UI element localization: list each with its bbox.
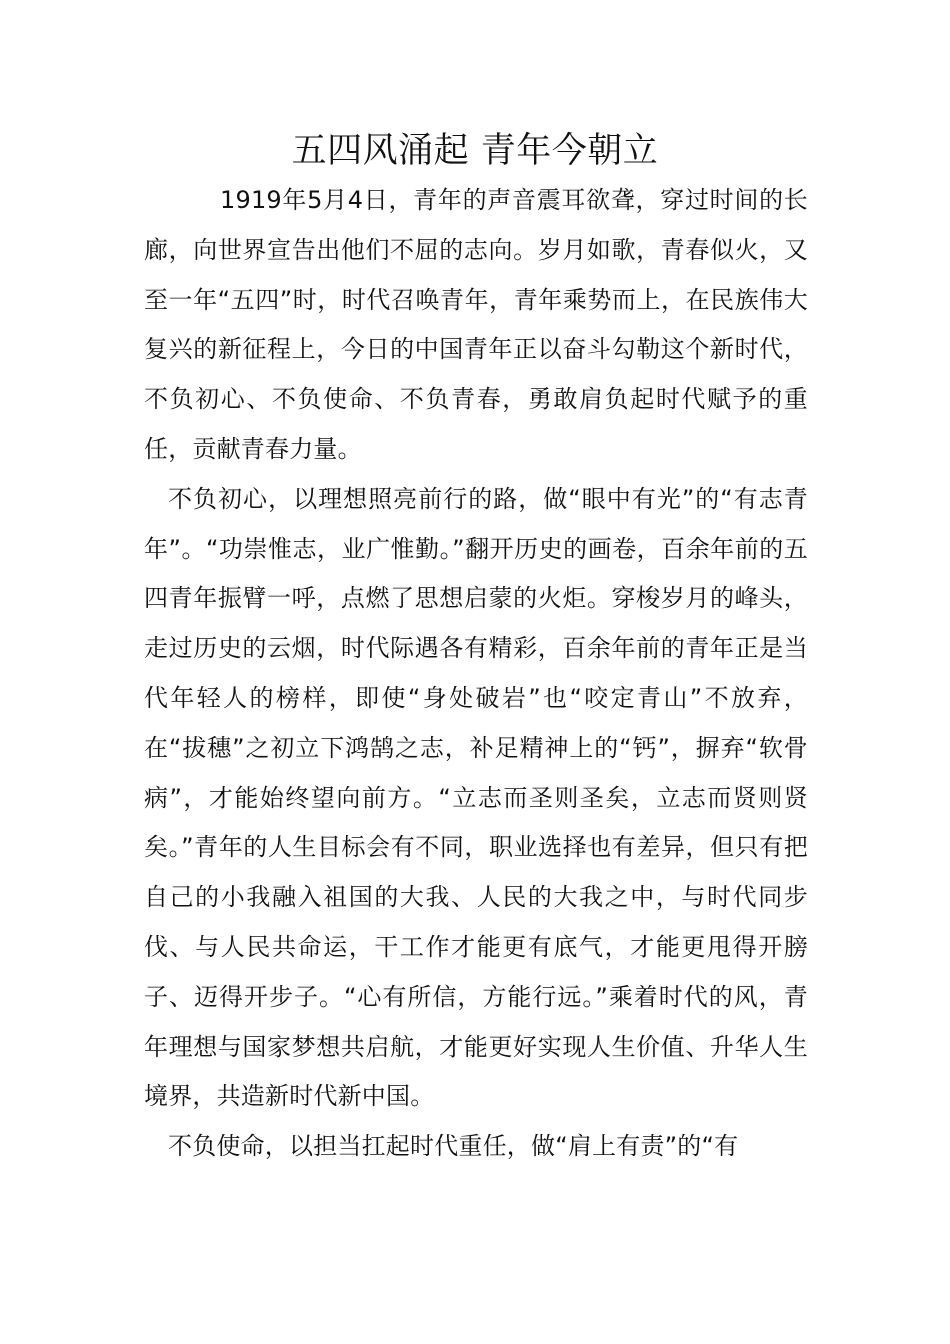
document-body <box>144 176 808 1172</box>
paragraph-3: 不负使命，以担当扛起时代重任，做“肩上有责”的“有 <box>168 1132 739 1161</box>
paragraph-1: 1919年5月4日，青年的声音震耳欲聋，穿过时间的长廊，向世界宣告出他们不屈的志向。岁月如歌，青春似火，又至一年“五四”时，时代召唤青年，青年乘势而上，在民族伟大复兴的新征程上，今日的中国青年正以奋斗勾勒这个新时代，不负初心、不负使命、不负青春，勇敢肩负起时代赋予的重任，贡献青春力量。 <box>144 186 808 463</box>
paragraph-2: 不负初心，以理想照亮前行的路，做“眼中有光”的“有志青年”。“功崇惟志，业广惟勤。”翻开历史的画卷，百余年前的五四青年振臂一呼，点燃了思想启蒙的火炬。穿梭岁月的峰头，走过历史的云烟，时代际遇各有精彩，百余年前的青年正是当代年轻人的榜样，即使“身处破岩”也“咬定青山”不放弃，在“拔穗”之初立下鸿鹄之志，补足精神上的“钙”，摒弃“软骨病”，才能始终望向前方。“立志而圣则圣矣，立志而贤则贤矣。”青年的人生目标会有不同，职业选择也有差异，但只有把自己的小我融入祖国的大我、人民的大我之中，与时代同步伐、与人民共命运，干工作才能更有底气，才能更甩得开膀子、迈得开步子。“心有所信，方能行远。”乘着时代的风，青年理想与国家梦想共启航，才能更好实现人生价值、升华人生境界，共造新时代新中国。 <box>144 484 808 1111</box>
document-title: 五四风涌起 青年今朝立 <box>291 131 659 171</box>
